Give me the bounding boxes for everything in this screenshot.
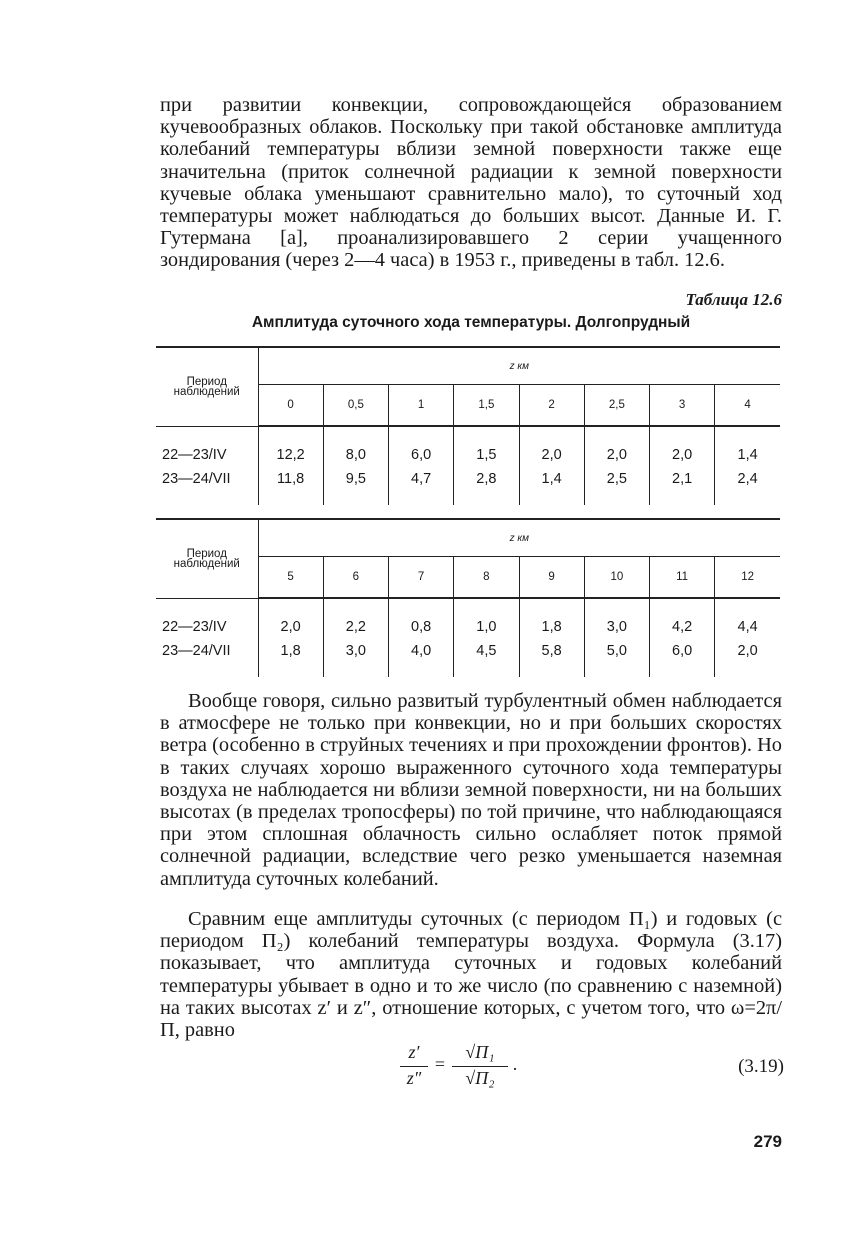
table-cell: 12,2 [258, 426, 323, 467]
table-cell: 3,0 [584, 598, 649, 639]
table-caption: Таблица 12.6 [685, 290, 782, 309]
table-cell: 2,1 [650, 467, 715, 505]
table-cell: 4,0 [389, 639, 454, 677]
table-cell: 3,0 [323, 639, 388, 677]
table-cell: 2,0 [737, 643, 758, 659]
table-cell: 2,0 [584, 426, 649, 467]
equation-number: (3.19) [738, 1056, 784, 1077]
height-header: 2,5 [584, 385, 649, 427]
height-header: 4 [715, 385, 780, 427]
table-cell: 2,0 [519, 426, 584, 467]
row-period: 22—23/IV [156, 426, 258, 467]
height-header: 6 [323, 557, 388, 599]
table-cell: 1,0 [454, 598, 519, 639]
table-cell: 11,8 [258, 467, 323, 505]
height-header: 12 [715, 557, 780, 599]
paragraph-turbulence: Вообще говоря, сильно развитый турбулентный обмен наблюдается в атмосфере не только при конвекции, но и при больших скоростях ветра (особенно в струйных течениях и при прохождении фронтов). Но в таких случаях хорошо выраженного суточного хода температуры воздуха не наблюдается ни вблизи земной поверхности, ни на больших высотах (в пределах тропосферы) по той причине, что наблюдающаяся при этом сплошная облачность сильно ослабляет поток прямой солнечной радиации, вследствие чего резко уменьшается наземная амплитуда суточных колебаний. [160, 690, 782, 890]
formula-lhs-denominator: z″ [406, 1068, 422, 1088]
period-header: Период наблюдений [156, 519, 258, 598]
height-header: 1 [389, 385, 454, 427]
row-period: 23—24/VII [156, 467, 258, 505]
paragraph-comparison: Сравним еще амплитуды суточных (с периодом П₁) и годовых (с периодом П₂) колебаний температуры воздуха. Формула (3.17) показывает, что амплитуда суточных и годовых колебаний температуры убывает в одно и то же число (по сравнению с наземной) на таких высотах z′ и z″, отношение которых, с учетом того, что ω=2π/П, равно [160, 908, 782, 1042]
table-row [156, 639, 780, 677]
formula-3-19 [400, 1040, 580, 1100]
height-header: 0,5 [323, 385, 388, 427]
formula-rhs-numerator: √П₁ [465, 1042, 495, 1062]
fraction-line [452, 1066, 508, 1067]
height-header: 8 [454, 557, 519, 599]
table-cell: 2,2 [323, 598, 388, 639]
amplitude-table-part1 [156, 346, 780, 505]
equals-sign: = [434, 1054, 446, 1074]
table-cell: 2,0 [258, 598, 323, 639]
table-cell: 4,7 [389, 467, 454, 505]
table-row [156, 426, 780, 467]
table-cell: 0,8 [389, 598, 454, 639]
height-header: 1,5 [454, 385, 519, 427]
table-cell: 4,5 [454, 639, 519, 677]
table-cell: 1,5 [454, 426, 519, 467]
height-header: 11 [650, 557, 715, 599]
unit-header: z км [258, 519, 780, 557]
unit-header: z км [258, 347, 780, 385]
amplitude-table-part2 [156, 518, 780, 677]
height-header: 7 [389, 557, 454, 599]
fraction-line [400, 1066, 428, 1067]
formula-period: . [512, 1054, 518, 1074]
table-cell: 6,0 [389, 426, 454, 467]
row-period: 23—24/VII [156, 639, 258, 677]
table-cell: 2,0 [650, 426, 715, 467]
table-title: Амплитуда суточного хода температуры. Долгопрудный [251, 314, 691, 331]
height-header: 5 [258, 557, 323, 599]
height-header: 9 [519, 557, 584, 599]
table-row [156, 467, 780, 505]
height-header: 3 [650, 385, 715, 427]
table-cell: 4,2 [650, 598, 715, 639]
height-header: 0 [258, 385, 323, 427]
table-cell: 4,4 [737, 619, 758, 635]
formula-rhs-denominator: √П₂ [465, 1068, 495, 1088]
table-cell: 2,5 [584, 467, 649, 505]
table-cell: 9,5 [323, 467, 388, 505]
formula-lhs-numerator: z′ [408, 1042, 420, 1062]
table-cell: 5,0 [584, 639, 649, 677]
table-cell: 1,4 [519, 467, 584, 505]
table-cell: 1,8 [258, 639, 323, 677]
table-cell: 6,0 [650, 639, 715, 677]
table-cell: 2,4 [737, 471, 758, 487]
table-cell: 1,4 [737, 447, 758, 463]
height-header: 2 [519, 385, 584, 427]
table-row [156, 598, 780, 639]
page-number: 279 [753, 1132, 782, 1151]
table-cell: 2,8 [454, 467, 519, 505]
table-cell: 1,8 [519, 598, 584, 639]
table-cell: 5,8 [519, 639, 584, 677]
height-header: 10 [584, 557, 649, 599]
row-period: 22—23/IV [156, 598, 258, 639]
table-cell: 8,0 [323, 426, 388, 467]
paragraph-intro: при развитии конвекции, сопровождающейся образованием кучевообразных облаков. Поскольку при такой обстановке амплитуда колебаний температуры вблизи земной поверхности также еще значительна (приток солнечной радиации к земной поверхности кучевые облака уменьшают сравнительно мало), то суточный ход температуры может наблюдаться до больших высот. Данные И. Г. Гутермана [а], проанализировавшего 2 серии учащенного зондирования (через 2—4 часа) в 1953 г., приведены в табл. 12.6. [160, 94, 782, 272]
period-header: Период наблюдений [156, 347, 258, 426]
